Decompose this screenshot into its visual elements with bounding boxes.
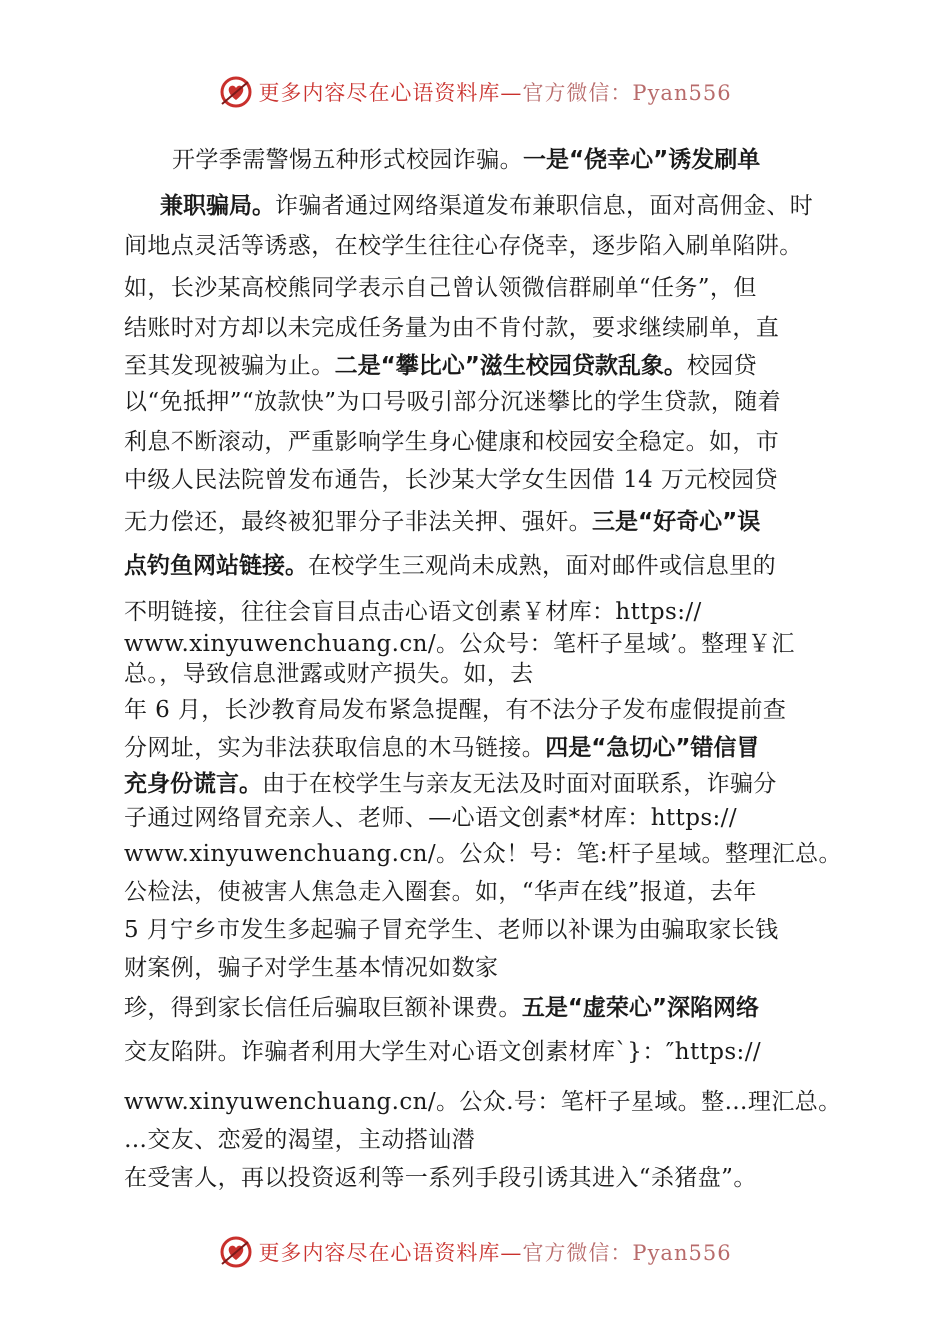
body-text: 公检法，使被害人焦急走入圈套。如，“华声在线”报道，去年 <box>124 879 757 905</box>
text-line <box>124 228 803 264</box>
body-text: 利息不断滚动，严重影响学生身心健康和校园安全稳定。如，市 <box>124 429 780 455</box>
text-line <box>124 950 498 986</box>
body-text: 至其发现被骗为止。 <box>124 353 335 379</box>
footer-banner-main: 更多内容尽在心语资料库— <box>258 1241 523 1265</box>
text-line <box>124 730 759 766</box>
body-text: 在受害人，再以投资返利等一系列手段引诱其进入“杀猪盘”。 <box>124 1165 757 1191</box>
text-line <box>124 462 778 498</box>
body-text: 在校学生三观尚未成熟，面对邮件或信息里的 <box>308 553 776 579</box>
text-line <box>124 692 786 728</box>
body-text: www.xinyuwenchuang.cn/。公众！号：笔:杆子星域。整理汇总。 <box>124 841 842 867</box>
header-banner <box>0 72 950 112</box>
body-text: www.xinyuwenchuang.cn/。公众.号：笔杆子星域。整…理汇总。 <box>124 1089 842 1115</box>
body-text: 开学季需警惕五种形式校园诈骗。 <box>172 147 523 173</box>
text-line <box>124 1160 757 1196</box>
body-text: 如，长沙某高校熊同学表示自己曾认领微信群刷单“任务”，但 <box>124 275 757 301</box>
footer-banner-text <box>258 1237 731 1267</box>
text-line <box>124 594 702 630</box>
text-line <box>124 504 760 540</box>
body-text: 子通过网络冒充亲人、老师、—心语文创素*材库：https:// <box>124 805 737 831</box>
header-banner-tail: 官方微信：Pyan556 <box>522 81 732 105</box>
body-text: 财案例，骗子对学生基本情况如数家 <box>124 955 499 981</box>
body-text: 分网址，实为非法获取信息的木马链接。 <box>124 735 546 761</box>
text-line <box>124 270 757 306</box>
bold-heading-text: 兼职骗局。 <box>160 193 275 219</box>
bold-heading-text: 四是“急切心”错信冒 <box>545 735 760 761</box>
header-banner-text <box>258 77 731 107</box>
text-line <box>124 990 759 1026</box>
bold-heading-text: 点钓鱼网站链接。 <box>124 553 308 579</box>
text-line <box>124 874 757 910</box>
body-text: 结账时对方却以未完成任务量为由不肯付款，要求继续刷单，直 <box>124 315 780 341</box>
text-line <box>124 1122 475 1158</box>
heart-logo-icon <box>218 1234 254 1270</box>
bold-heading-text: 三是“好奇心”误 <box>592 509 761 535</box>
text-line <box>124 656 534 692</box>
text-line <box>124 1034 761 1070</box>
body-text: …交友、恋爱的渴望，主动搭讪潜 <box>124 1127 475 1153</box>
body-text: 5 月宁乡市发生多起骗子冒充学生、老师以补课为由骗取家长钱 <box>124 917 779 943</box>
text-line <box>160 188 813 224</box>
text-line <box>124 310 779 346</box>
text-line <box>124 424 779 460</box>
heart-logo-icon <box>218 74 254 110</box>
body-text: 由于在校学生与亲友无法及时面对面联系，诈骗分 <box>262 771 777 797</box>
body-text: 中级人民法院曾发布通告，长沙某大学女生因借 14 万元校园贷 <box>124 467 778 493</box>
body-text: 诈骗者通过网络渠道发布兼职信息，面对高佣金、时 <box>275 193 814 219</box>
body-text: 总。，导致信息泄露或财产损失。如，去 <box>124 661 534 687</box>
text-line <box>124 836 842 872</box>
bold-heading-text: 五是“虚荣心”深陷网络 <box>521 995 760 1021</box>
body-text: 不明链接，往往会盲目点击心语文创素￥材库：https:// <box>124 599 702 625</box>
bold-heading-text: 充身份谎言。 <box>124 771 262 797</box>
text-line <box>124 348 757 384</box>
text-line <box>172 142 760 178</box>
text-line <box>124 1084 842 1120</box>
bold-heading-text: 一是“侥幸心”诱发刷单 <box>523 147 761 173</box>
footer-banner <box>0 1232 950 1272</box>
body-text: 以“免抵押”“放款快”为口号吸引部分沉迷攀比的学生贷款，随着 <box>124 389 782 415</box>
footer-banner-tail: 官方微信：Pyan556 <box>522 1241 732 1265</box>
body-text: 珍，得到家长信任后骗取巨额补课费。 <box>124 995 522 1021</box>
body-text: 交友陷阱。诈骗者利用大学生对心语文创素材库`}：″https:// <box>124 1039 761 1065</box>
body-text: 年 6 月，长沙教育局发布紧急提醒，有不法分子发布虚假提前查 <box>124 697 787 723</box>
text-line <box>124 766 777 802</box>
body-text: 校园贷 <box>686 353 758 379</box>
body-text: 无力偿还，最终被犯罪分子非法关押、强奸。 <box>124 509 592 535</box>
text-line <box>124 912 779 948</box>
bold-heading-text: 二是“攀比心”滋生校园贷款乱象。 <box>334 353 687 379</box>
text-line <box>124 800 737 836</box>
text-line <box>124 384 781 420</box>
header-banner-main: 更多内容尽在心语资料库— <box>258 81 523 105</box>
body-text: 间地点灵活等诱惑，在校学生往往心存侥幸，逐步陷入刷单陷阱。 <box>124 233 803 259</box>
text-line <box>124 548 776 584</box>
body-text: www.xinyuwenchuang.cn/。公众号：笔杆子星域’。整理￥汇 <box>124 631 795 657</box>
